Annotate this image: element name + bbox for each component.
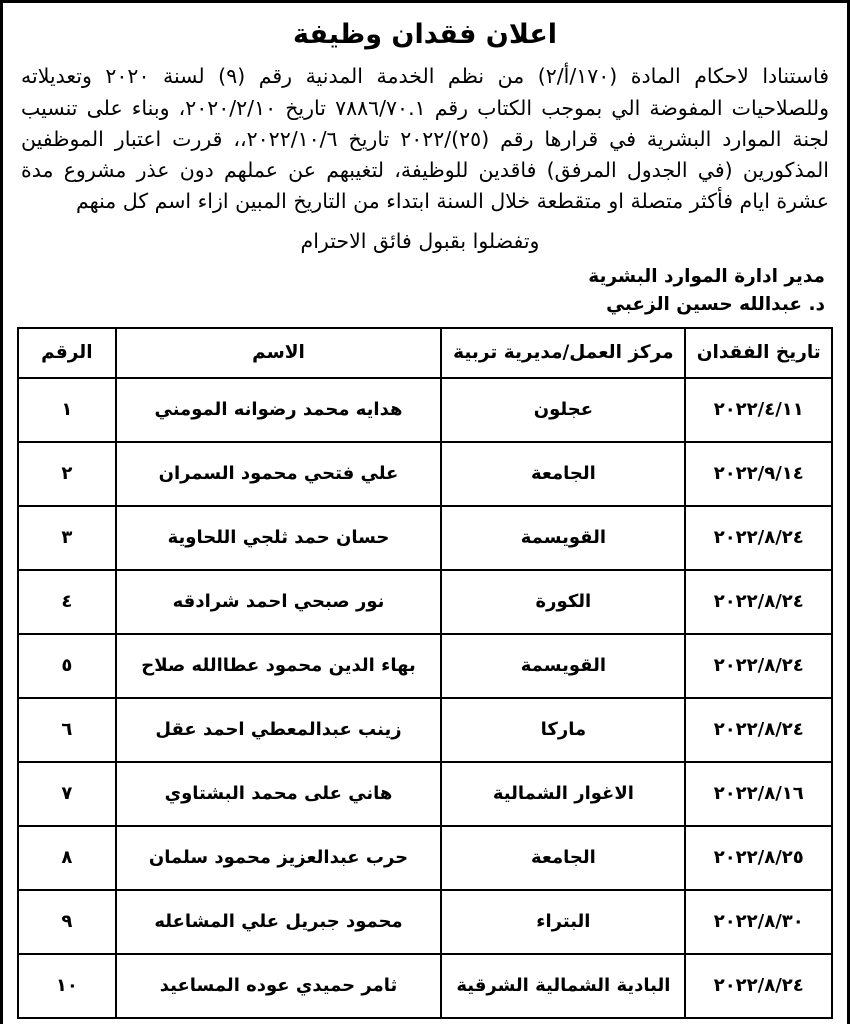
announcement-paragraph <box>21 61 829 217</box>
table-row <box>18 698 832 762</box>
cell-workplace: البتراء <box>441 890 685 954</box>
cell-name: حسان حمد ثلجي اللحاوية <box>116 506 442 570</box>
column-header-number: الرقم <box>18 328 116 378</box>
cell-name: زينب عبدالمعطي احمد عقل <box>116 698 442 762</box>
cell-number: ٥ <box>18 634 116 698</box>
employees-table <box>17 327 833 1019</box>
cell-number: ٧ <box>18 762 116 826</box>
cell-date: ٢٠٢٢/٨/٢٤ <box>685 506 832 570</box>
signature-name: د. عبدالله حسين الزعبي <box>606 293 825 315</box>
table-header-row <box>18 328 832 378</box>
table-row <box>18 570 832 634</box>
table-row <box>18 762 832 826</box>
table-body <box>18 378 832 1018</box>
cell-name: ثامر حميدي عوده المساعيد <box>116 954 442 1018</box>
cell-name: هدايه محمد رضوانه المومني <box>116 378 442 442</box>
cell-number: ١ <box>18 378 116 442</box>
cell-date: ٢٠٢٢/٨/١٦ <box>685 762 832 826</box>
table-row <box>18 442 832 506</box>
signature-block <box>17 263 825 319</box>
cell-workplace: الجامعة <box>441 826 685 890</box>
table-row <box>18 378 832 442</box>
cell-workplace: القويسمة <box>441 634 685 698</box>
table-row <box>18 954 832 1018</box>
cell-name: حرب عبدالعزيز محمود سلمان <box>116 826 442 890</box>
column-header-name: الاسم <box>116 328 442 378</box>
document-body <box>3 3 847 319</box>
cell-number: ٦ <box>18 698 116 762</box>
cell-workplace: الكورة <box>441 570 685 634</box>
cell-date: ٢٠٢٢/٨/٣٠ <box>685 890 832 954</box>
table-row <box>18 826 832 890</box>
cell-workplace: القويسمة <box>441 506 685 570</box>
cell-number: ٨ <box>18 826 116 890</box>
table-row <box>18 634 832 698</box>
cell-workplace: ماركا <box>441 698 685 762</box>
cell-workplace: الجامعة <box>441 442 685 506</box>
cell-date: ٢٠٢٢/٩/١٤ <box>685 442 832 506</box>
column-header-workplace: مركز العمل/مديرية تربية <box>441 328 685 378</box>
cell-workplace: البادية الشمالية الشرقية <box>441 954 685 1018</box>
cell-name: بهاء الدين محمود عطاالله صلاح <box>116 634 442 698</box>
cell-date: ٢٠٢٢/٨/٢٥ <box>685 826 832 890</box>
table-header <box>18 328 832 378</box>
cell-number: ٤ <box>18 570 116 634</box>
announcement-text: فاستنادا لاحكام المادة (١٧٠/أ/٢) من نظم الخدمة المدنية رقم (٩) لسنة ٢٠٢٠ وتعديلاته وللصلاحيات المفوضة الي بموجب الكتاب رقم ٧٨٨٦/٧٠.١ تاريخ ٢٠٢٠/٢/١٠، وبناء على تنسيب لجنة الموارد البشرية في قرارها رقم (٢٥)/٢٠٢٢ تاريخ ٢٠٢٢/١٠/٦،، قررت اعتبار الموظفين المذكورين (في الجدول المرفق) فاقدين للوظيفة، لتغيبهم عن عملهم دون عذر مشروع مدة عشرة ايام فأكثر متصلة او متقطعة خلال السنة ابتداء من التاريخ المبين ازاء اسم كل منهم <box>21 64 830 214</box>
table-row <box>18 506 832 570</box>
cell-name: نور صبحي احمد شرادقه <box>116 570 442 634</box>
cell-number: ٢ <box>18 442 116 506</box>
cell-date: ٢٠٢٢/٨/٢٤ <box>685 634 832 698</box>
employees-table-wrapper <box>3 327 847 1019</box>
table-row <box>18 890 832 954</box>
cell-date: ٢٠٢٢/٨/٢٤ <box>685 570 832 634</box>
cell-name: علي فتحي محمود السمران <box>116 442 442 506</box>
cell-workplace: الاغوار الشمالية <box>441 762 685 826</box>
column-header-date: تاريخ الفقدان <box>685 328 832 378</box>
closing-line: وتفضلوا بقبول فائق الاحترام <box>300 229 540 254</box>
cell-workplace: عجلون <box>441 378 685 442</box>
cell-number: ٣ <box>18 506 116 570</box>
cell-date: ٢٠٢٢/٨/٢٤ <box>685 698 832 762</box>
cell-name: محمود جبريل علي المشاعله <box>116 890 442 954</box>
cell-date: ٢٠٢٢/٤/١١ <box>685 378 832 442</box>
signature-title: مدير ادارة الموارد البشرية <box>588 266 825 288</box>
cell-number: ٩ <box>18 890 116 954</box>
cell-date: ٢٠٢٢/٨/٢٤ <box>685 954 832 1018</box>
page-title: اعلان فقدان وظيفة <box>292 19 558 50</box>
cell-number: ١٠ <box>18 954 116 1018</box>
cell-name: هاني على محمد البشتاوي <box>116 762 442 826</box>
